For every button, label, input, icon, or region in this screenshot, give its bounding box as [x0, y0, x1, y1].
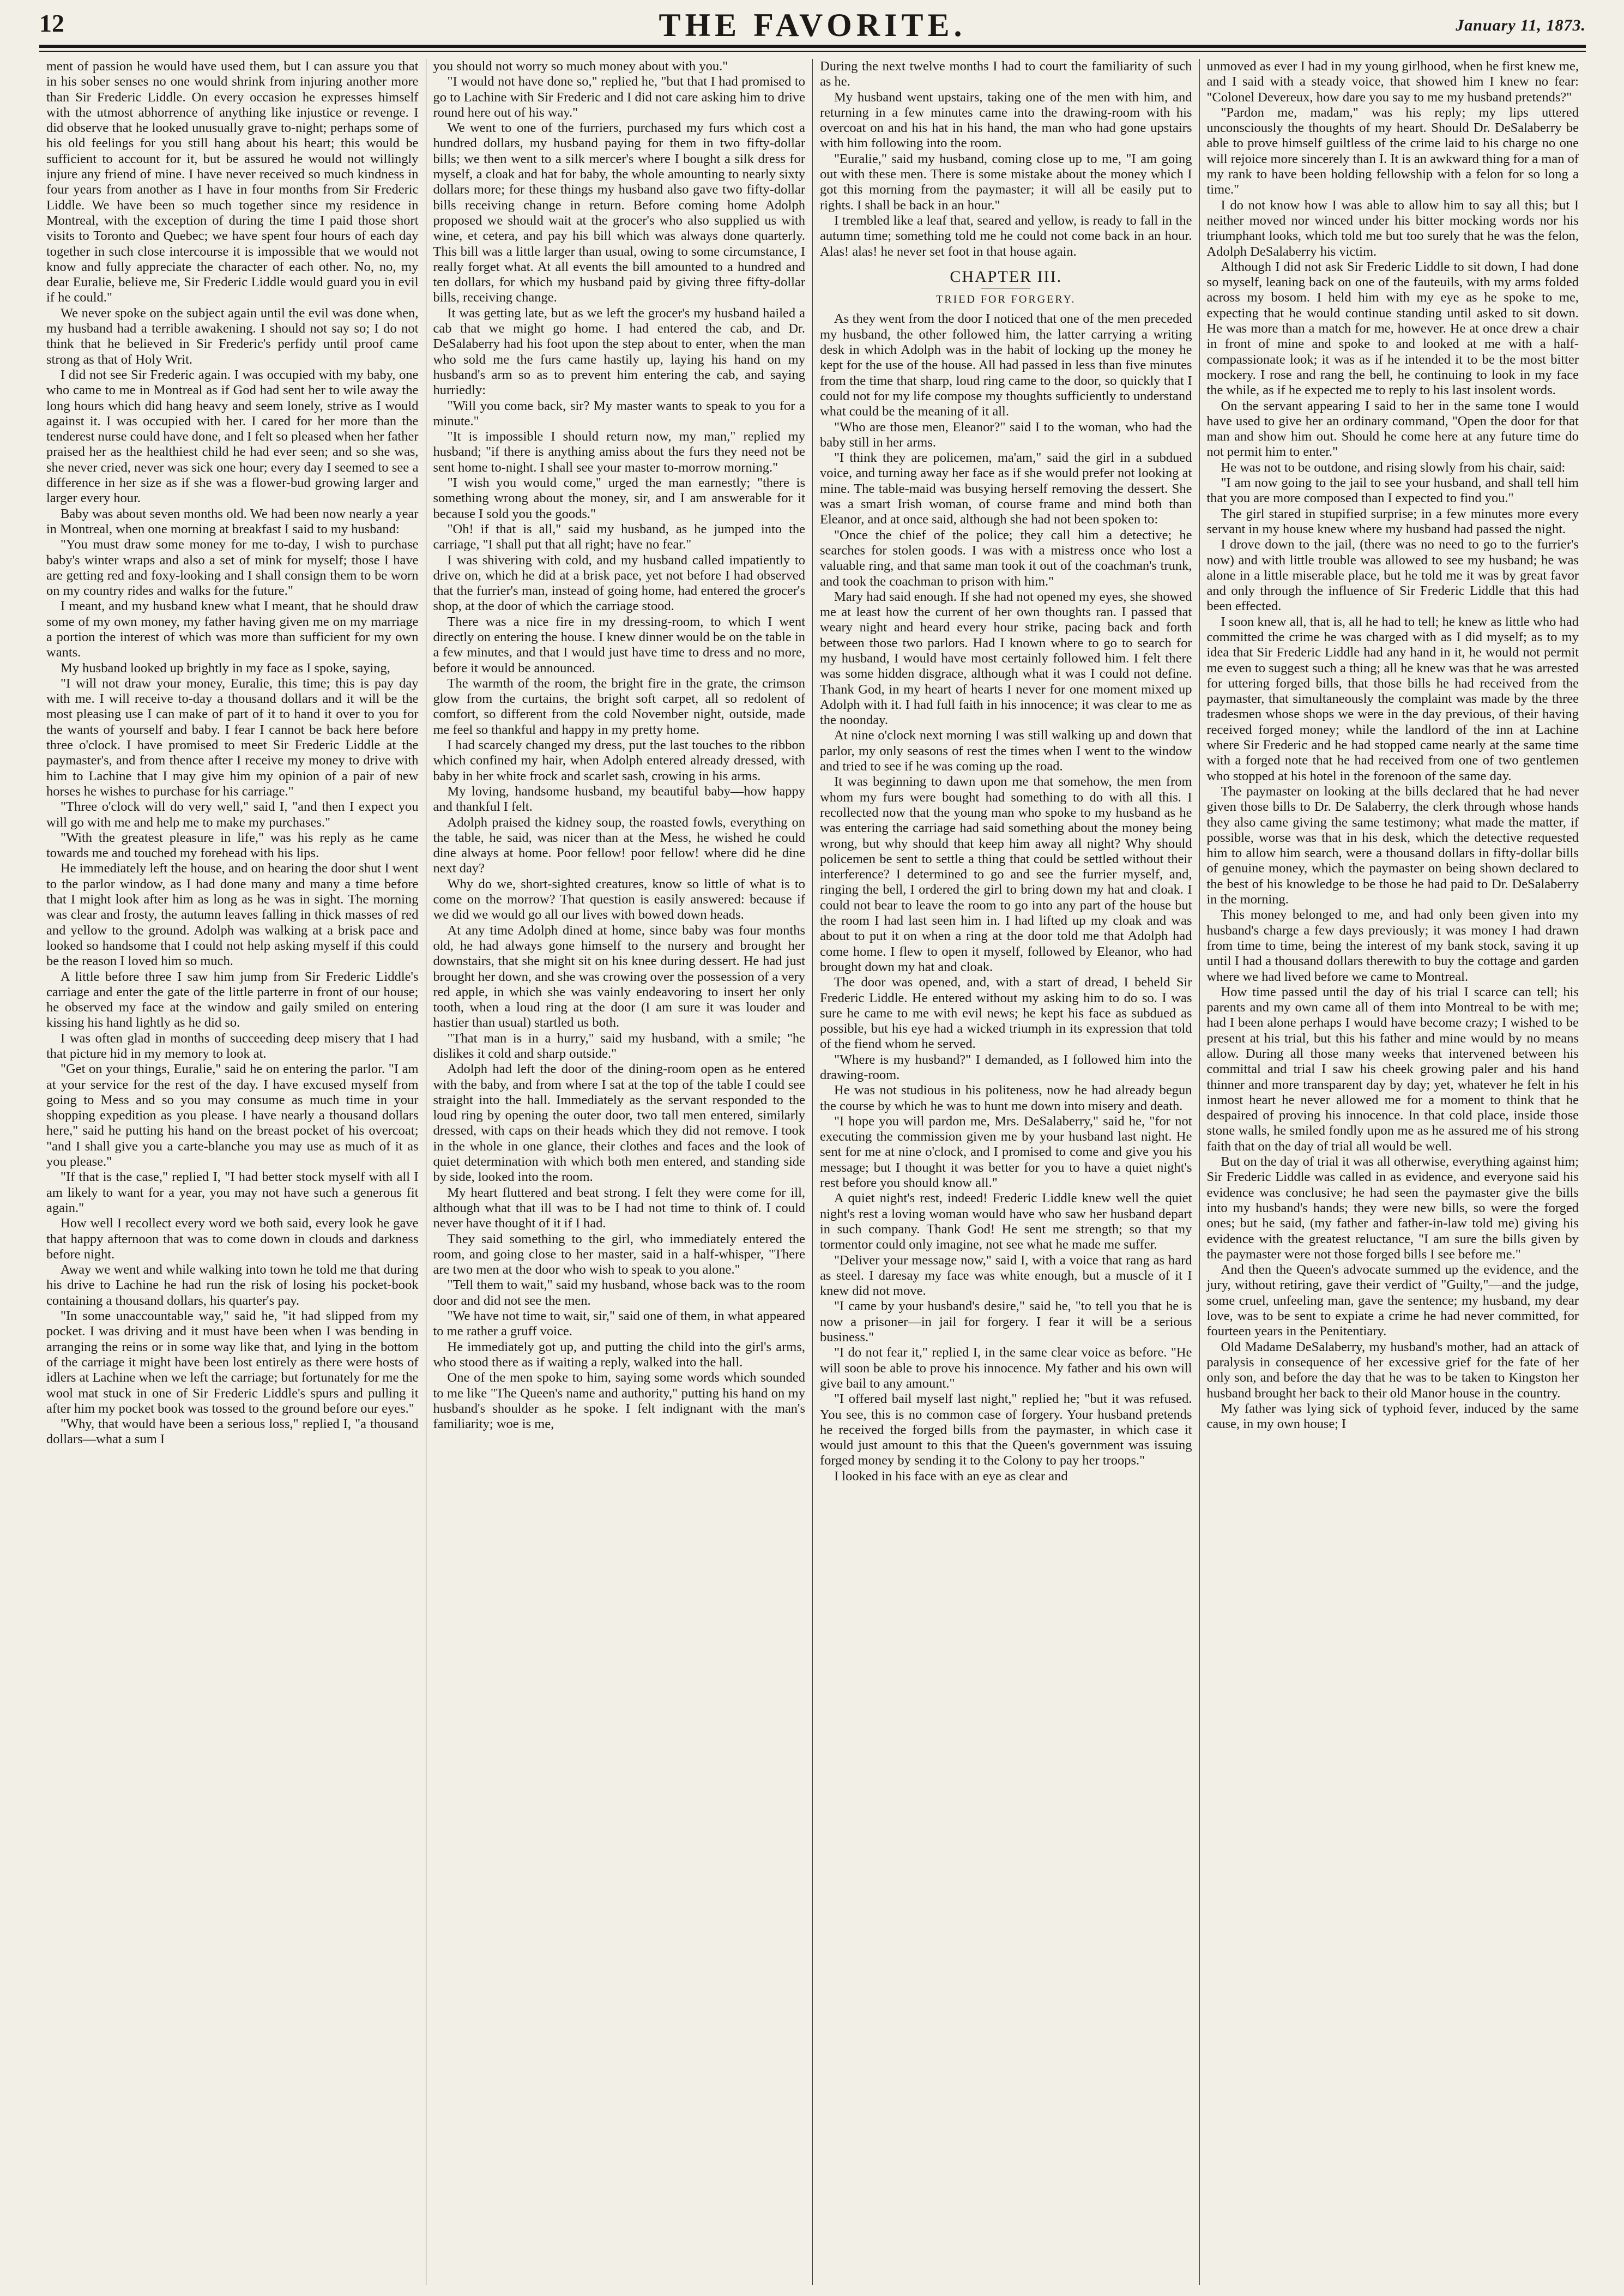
column-2 — [426, 59, 813, 2285]
paragraph: "Who are those men, Eleanor?" said I to the woman, who had the baby still in her arms. — [820, 419, 1192, 450]
paragraph: "You must draw some money for me to-day, I wish to purchase baby's winter wraps and also a set of mink for myself; those I have are getting red and foxy-looking and I shall consign them to be worn on my country rides and walks for the future." — [46, 537, 419, 599]
paragraph: The door was opened, and, with a start of dread, I beheld Sir Frederic Liddle. He entered without my asking him to do so. I was sure he came to me with evil news; he kept his face as subdued as possible, but his eye had a wicked triumph in its expression that told of the fiend whom he served. — [820, 975, 1192, 1052]
chapter-heading: CHAPTER III. — [950, 267, 1062, 286]
column-4 — [1199, 59, 1586, 2285]
article-columns — [39, 59, 1586, 2285]
paragraph: "Pardon me, madam," was his reply; my lips uttered unconsciously the thoughts of my heart. Should Dr. DeSalaberry be able to prove himself guiltless of the crime laid to his charge no one will rejoice more sincerely than I. It is an awkward thing for a man of my rank to have been holding fellowship with a felon for so long a time." — [1206, 105, 1579, 197]
paragraph: "Deliver your message now," said I, with a voice that rang as hard as steel. I daresay my face was white enough, but a muscle of it I knew did not move. — [820, 1252, 1192, 1299]
page-number: 12 — [39, 9, 64, 37]
paragraph: This money belonged to me, and had only been given into my husband's charge a few days previously; it was money I had drawn from time to time, being the interest of my bank stock, saving it up until I had a thousand dollars therewith to buy the cottage and garden where we had lived before we came to Montreal. — [1206, 907, 1579, 984]
paragraph: "I offered bail myself last night," replied he; "but it was refused. You see, this is no common case of forgery. Your husband pretends he received the forged bills from the paymaster, in which case it would just amount to this that the Queen's government was issuing forged money by sending it to the Colony to pay her troops." — [820, 1391, 1192, 1468]
paragraph: I had scarcely changed my dress, put the last touches to the ribbon which confined my hair, when Adolph entered already dressed, with baby in her white frock and scarlet sash, crowing in his arms. — [433, 738, 805, 784]
paragraph: I was shivering with cold, and my husband called impatiently to drive on, which he did at a brisk pace, yet not before I had observed that the furrier's man, instead of going home, had entered the grocer's shop, at the door of which the carriage stood. — [433, 552, 805, 614]
paragraph: He was not to be outdone, and rising slowly from his chair, said: — [1221, 460, 1566, 475]
paragraph: I looked in his face with an eye as clear and — [834, 1468, 1068, 1484]
paragraph: "Why, that would have been a serious loss," replied I, "a thousand dollars—what a sum I — [46, 1417, 419, 1447]
paragraph: A quiet night's rest, indeed! Frederic Liddle knew well the quiet night's rest a loving woman would have who saw her husband depart in such company. Thank God! He sent me strength; so that my tormentor could only imagine, not see what he made me suffer. — [820, 1191, 1192, 1252]
paragraph: We went to one of the furriers, purchased my furs which cost a hundred dollars, my husband paying for them in two fifty-dollar bills; we then went to a silk mercer's where I bought a silk dress for myself, a cloak and hat for baby, the whole amounting to nearly sixty dollars more; for these things my husband also gave two fifty-dollar bills receiving change in return. Before coming home Adolph proposed we should wait at the grocer's who also supplied us with wine, et cetera, and pay his bill which was always done quarterly. This bill was a little larger than usual, owing to some circumstance, I really forget what. At all events the bill amounted to a hundred and ten dollars, for which my husband paid by giving three fifty-dollar bills, receiving change. — [433, 120, 805, 305]
paragraph: I meant, and my husband knew what I meant, that he should draw some of my own money, my father having given me on my marriage a portion the interest of which was more than sufficient for my own wants. — [46, 599, 419, 660]
paragraph: "I am now going to the jail to see your husband, and shall tell him that you are more composed than I expected to find you." — [1206, 475, 1579, 506]
paragraph: "It is impossible I should return now, my man," replied my husband; "if there is anything amiss about the furs they need not be sent home to-night. I shall see your master to-morrow morning." — [433, 429, 805, 475]
paragraph: At nine o'clock next morning I was still walking up and down that parlor, my only seasons of rest the times when I went to the window and tried to see if he was coming up the road. — [820, 728, 1192, 774]
paragraph: They said something to the girl, who immediately entered the room, and going close to her master, said in a half-whisper, "There are two men at the door who wish to speak to you alone." — [433, 1231, 805, 1277]
paragraph: I soon knew all, that is, all he had to tell; he knew as little who had committed the crime he was charged with as I did myself; as to my idea that Sir Frederic Liddle had any hand in it, he would not permit me even to suggest such a thing; all he knew was that he was arrested for uttering forged bills, that those bills he had received from the paymaster, that simultaneously the complaint was made by the three tradesmen whose shops we were in the day previous, of their having received forged money; while the landlord of the inn at Lachine where Sir Frederic and he had stopped came nearly at the same time with a forged note that he had received from one of two gentlemen who stopped at his hotel in the forenoon of the same day. — [1206, 614, 1579, 784]
paragraph: "We have not time to wait, sir," said one of them, in what appeared to me rather a gruff voice. — [433, 1309, 805, 1339]
paragraph: "Will you come back, sir? My master wants to speak to you for a minute." — [433, 398, 805, 429]
paragraph: "I wish you would come," urged the man earnestly; "there is something wrong about the money, sir, and I am answerable for it because I sold you the goods." — [433, 475, 805, 521]
paragraph: "Once the chief of the police; they call him a detective; he searches for stolen goods. I was with a mistress once who lost a valuable ring, and that same man took it out of the coachman's trunk, and took the coachman to prison with him." — [820, 527, 1192, 589]
paragraph: "Three o'clock will do very well," said I, "and then I expect you will go with me and help me to make my purchases." — [46, 799, 419, 830]
paragraph: Baby was about seven months old. We had been now nearly a year in Montreal, when one morning at breakfast I said to my husband: — [46, 506, 419, 537]
paragraph: On the servant appearing I said to her in the same tone I would have used to give her an ordinary command, "Open the door for that man and show him out. Should he come here at any future time do not permit him to enter." — [1206, 398, 1579, 460]
paragraph: The paymaster on looking at the bills declared that he had never given those bills to Dr. De Salaberry, the clerk through whose hands they also came giving the same testimony; what made the matter, if possible, worse was that in his desk, which the detective requested him to allow him search, were a thousand dollars in fifty-dollar bills of genuine money, which the paymaster on being shown declared to the best of his knowledge to be those he had paid to Dr. DeSalaberry in the morning. — [1206, 784, 1579, 907]
paragraph: unmoved as ever I had in my young girlhood, when he first knew me, and I said with a steady voice, that showed him I knew no fear: "Colonel Devereux, how dare you say to me my husband pretends?" — [1206, 59, 1579, 105]
paragraph: My loving, handsome husband, my beautiful baby—how happy and thankful I felt. — [433, 784, 805, 815]
paragraph: I did not see Sir Frederic again. I was occupied with my baby, one who came to me in Montreal as if God had sent her to wile away the long hours which did hang heavy and seem lonely, strive as I would against it. I was occupied with her. I cared for her more than the tenderest nurse could have done, and I felt so pleased when her father praised her as the healthiest child he had ever seen; and so she was, she never cried, never was sick one hour; every day I seemed to see a difference in her size as if she was a flower-bud growing larger and larger every hour. — [46, 367, 419, 506]
paragraph: "With the greatest pleasure in life," was his reply as he came towards me and touched my forehead with his lips. — [46, 830, 419, 861]
masthead-rule-thin — [39, 51, 1586, 52]
paragraph: "I think they are policemen, ma'am," said the girl in a subdued voice, and turning away her face as if she would prefer not looking at mine. The table-maid was busying herself removing the dessert. She was a smart Irish woman, of course frame and mind both than Eleanor, and at once said, although she had not been spoken to: — [820, 450, 1192, 527]
paragraph: Away we went and while walking into town he told me that during his drive to Lachine he had run the risk of losing his pocket-book containing a thousand dollars, his quarter's pay. — [46, 1262, 419, 1308]
paragraph: "I came by your husband's desire," said he, "to tell you that he is now a prisoner—in jail for forgery. I fear it will be a serious business." — [820, 1299, 1192, 1345]
paragraph: The girl stared in stupified surprise; in a few minutes more every servant in my house knew where my husband had passed the night. — [1206, 506, 1579, 537]
paragraph: But on the day of trial it was all otherwise, everything against him; Sir Frederic Liddle was called in as evidence, and everyone said his evidence was conclusive; he had seen the paymaster give the bills into my husband's hands; they were new bills, so were the forged ones; but he said, (my father and father-in-law told me) giving his evidence with the greatest reluctance, "I am sure the bills given by the paymaster were not those forged bills I see before me." — [1206, 1154, 1579, 1262]
paragraph: It was beginning to dawn upon me that somehow, the men from whom my furs were bought had something to do with all this. I recollected now that the young man who spoke to my husband as he was entering the carriage had said something about the money being wrong, but why should that keep him away all night? Why should policemen be sent to settle a thing that could be settled without their interference? I determined to go and see the furrier myself, and, ringing the bell, I ordered the girl to bring down my hat and cloak. I could not bear to leave the room to go into any part of the house but the room I had last seen him in. I had lifted up my cloak and was about to put it on when a ring at the door told me that Adolph had come home. I flew to open it myself, followed by Eleanor, who had brought down my hat and cloak. — [820, 774, 1192, 974]
paragraph: Adolph had left the door of the dining-room open as he entered with the baby, and from where I sat at the top of the table I could see straight into the hall. Immediately as the servant responded to the loud ring by opening the outer door, two tall men entered, similarly dressed, with caps on their heads which they did not remove. I took in the whole in one glance, their clothes and faces and the look of quiet determination with which both men entered, and standing side by side, looked into the room. — [433, 1062, 805, 1185]
paragraph: "That man is in a hurry," said my husband, with a smile; "he dislikes it cold and sharp outside." — [433, 1031, 805, 1061]
paragraph: ment of passion he would have used them, but I can assure you that in his sober senses no one would shrink from injuring another more than Sir Frederic Liddle. On every occasion he expresses himself with the utmost abhorrence of anything like injustice or revenge. I did observe that he looked unusually grave to-night; perhaps some of his old feelings for you still hang about his heart; this would be sufficient to account for it, but be assured he would not willingly injure any friend of mine. I have never received so much kindness in four years from another as I have in four months from Sir Frederic Liddle. We have been so much together since my residence in Montreal, with the exception of during the time I paid those short visits to Toronto and Quebec; we have spent four hours of each day together in such close intercourse it is impossible that we would not know and fully appreciate the character of each other. No, no, my dear Euralie, believe me, Sir Frederic Liddle would guard you in evil if he could." — [46, 59, 419, 305]
paragraph: There was a nice fire in my dressing-room, to which I went directly on entering the house. I knew dinner would be on the table in a few minutes, and that I would just have time to dress and no more, before it would be announced. — [433, 614, 805, 676]
paragraph: He immediately left the house, and on hearing the door shut I went to the parlor window, as I had done many and many a time before that I might look after him as long as he was in sight. The morning was clear and frosty, the autumn leaves falling in thick masses of red and yellow to the ground. Adolph was walking at a brisk pace and looked so handsome that I could not help asking myself if this could be the reason I loved him so much. — [46, 861, 419, 969]
paragraph: "Euralie," said my husband, coming close up to me, "I am going out with these men. There is some mistake about the money which I got this morning from the paymaster; it will all be easily put to rights. I shall be back in an hour." — [820, 151, 1192, 213]
paragraph: I do not know how I was able to allow him to say all this; but I neither moved nor winced under his bitter mocking words nor his triumphant looks, which told me but too surely that he was the felon, Adolph DeSalaberry his victim. — [1206, 197, 1579, 259]
paragraph: I drove down to the jail, (there was no need to go to the furrier's now) and with little trouble was allowed to see my husband; he was alone in a little miserable place, but he told me it was by great favor and only through the influence of Sir Frederic Liddle that this had been effected. — [1206, 537, 1579, 614]
paragraph: During the next twelve months I had to court the familiarity of such as he. — [820, 59, 1192, 89]
paragraph: "Tell them to wait," said my husband, whose back was to the room door and did not see the men. — [433, 1277, 805, 1308]
paragraph: "In some unaccountable way," said he, "it had slipped from my pocket. I was driving and it must have been when I was bending in arranging the reins or in some way like that, and lying in the bottom of the carriage it might have been lost entirely as there were hosts of idlers at Lachine when we left the carriage; but fortunately for me the wool mat stuck in one of Sir Frederic Liddle's spurs and pulling it after him my pocket book was tossed to the ground before our eyes." — [46, 1309, 419, 1416]
paragraph: I was often glad in months of succeeding deep misery that I had that picture hid in my memory to look at. — [46, 1031, 419, 1061]
paragraph: Old Madame DeSalaberry, my husband's mother, had an attack of paralysis in consequence of her excessive grief for the fate of her only son, and before the day that he was to be taken to Kingston her husband brought her back to their old Manor house in the country. — [1206, 1339, 1579, 1401]
paragraph: I trembled like a leaf that, seared and yellow, is ready to fall in the autumn time; something told me he could not come back in an hour. Alas! alas! he never set foot in that house again. — [820, 213, 1192, 259]
paragraph: One of the men spoke to him, saying some words which sounded to me like "The Queen's name and authority," putting his hand on my husband's shoulder as he spoke. I felt indignant with the man's familiarity; woe is me, — [433, 1370, 805, 1432]
paragraph: At any time Adolph dined at home, since baby was four months old, he had always gone himself to the nursery and brought her downstairs, that she might sit on his knee during dessert. He had just brought her down, and she was crowing over the possession of a very red apple, in which she was vainly endeavoring to insert her only tooth, when a loud ring at the door (I am sure it was louder and hastier than usual) startled us both. — [433, 923, 805, 1031]
column-1 — [39, 59, 426, 2285]
paragraph: you should not worry so much money about with you." — [433, 59, 728, 74]
paragraph: My father was lying sick of typhoid fever, induced by the same cause, in my own house; I — [1206, 1401, 1579, 1432]
paragraph: My heart fluttered and beat strong. I felt they were come for ill, although what that ill was to be I had not time to think of. I could never have thought of it if I had. — [433, 1185, 805, 1231]
paragraph: "Oh! if that is all," said my husband, as he jumped into the carriage, "I shall put that all right; have no fear." — [433, 521, 805, 552]
paragraph: "I do not fear it," replied I, in the same clear voice as before. "He will soon be able to prove his innocence. My father and his own will give bail to any amount." — [820, 1345, 1192, 1391]
paragraph: How time passed until the day of his trial I scarce can tell; his parents and my own came all of them into Montreal to be with me; had I been alone perhaps I would have become crazy; I wished to be present at his trial, but this his father and mine would by no means allow. During all those many weeks that intervened between his committal and trial I saw his cheek growing paler and his hand thinner and more transparent day by day; yet, whatever he felt in his inmost heart he never allowed me for a moment to think that he despaired of proving his innocence. In that cold place, inside those stone walls, he smiled fondly upon me as he assured me of his strong faith that on the day of trial all would be well. — [1206, 984, 1579, 1154]
paragraph: "If that is the case," replied I, "I had better stock myself with all I am likely to want for a year, you may not have such a generous fit again." — [46, 1170, 419, 1215]
chapter-subtitle: TRIED FOR FORGERY. — [936, 293, 1076, 306]
paragraph: How well I recollect every word we both said, every look he gave that happy afternoon that was to come down in clouds and darkness before night. — [46, 1216, 419, 1262]
paragraph: My husband went upstairs, taking one of the men with him, and returning in a few minutes came into the drawing-room with his overcoat on and his hat in his hand, the man who had gone upstairs with him following into the room. — [820, 89, 1192, 151]
paragraph: He was not studious in his politeness, now he had already begun the course by which he was to hunt me down into misery and death. — [820, 1083, 1192, 1113]
paragraph: And then the Queen's advocate summed up the evidence, and the jury, without retiring, gave their verdict of "Guilty,"—and the judge, some cruel, unfeeling man, gave the sentence; my husband, my dear love, was to be sent to expiate a crime he had never committed, for fourteen years in the Penitentiary. — [1206, 1262, 1579, 1339]
masthead-rule-thick — [39, 45, 1586, 48]
paragraph: A little before three I saw him jump from Sir Frederic Liddle's carriage and enter the gate of the little parterre in front of our house; he observed my face at the window and gaily smiled on entering kissing his hand lightly as he did so. — [46, 969, 419, 1031]
paragraph: We never spoke on the subject again until the evil was done when, my husband had a terrible awakening. I should not say so; I do not think that he believed in Sir Frederic's perfidy until proof came strong as that of Holy Writ. — [46, 305, 419, 367]
paragraph: Why do we, short-sighted creatures, know so little of what is to come on the morrow? That question is easily answered: because if we did we would go all our lives with bowed down heads. — [433, 876, 805, 923]
column-3 — [812, 59, 1199, 2285]
paragraph: Adolph praised the kidney soup, the roasted fowls, everything on the table, he said, was nicer than at the Mess, he wished he could dine always at home. Poor fellow! poor fellow! where did he dine next day? — [433, 815, 805, 876]
paragraph: "I would not have done so," replied he, "but that I had promised to go to Lachine with Sir Frederic and I did not care asking him to drive round here out of his way." — [433, 74, 805, 120]
paragraph: Mary had said enough. If she had not opened my eyes, she showed me at least how the current of her own thoughts ran. I passed that weary night and heard every hour strike, pacing back and forth between those two parlors. Had I known where to go to search for my husband, I would have most certainly followed him. I felt there was some hidden disgrace, although what it was I could not define. Thank God, in my heart of hearts I never for one moment mixed up Adolph with it. I had full faith in his innocence; it was clear to me as the noonday. — [820, 589, 1192, 728]
paragraph: The warmth of the room, the bright fire in the grate, the crimson glow from the curtains, the bright soft carpet, all so redolent of comfort, so different from the cold November night, outside, made me feel so thankful and happy in my pretty home. — [433, 676, 805, 737]
paragraph: Although I did not ask Sir Frederic Liddle to sit down, I had done so myself, leaning back on one of the fauteuils, with my arms folded across my bosom. I held him with my eye as he spoke to me, expecting that he would continue standing until asked to sit down. He was more than a match for me, however. He at once drew a chair in front of mine and spoke to and looked at me with a half-compassionate look; it was as if he intended it to be the most bitter mockery. I rose and rang the bell, he continuing to look in my face the while, as if he expected me to reply to his last insolent words. — [1206, 259, 1579, 398]
masthead — [39, 7, 1586, 43]
paragraph: "Get on your things, Euralie," said he on entering the parlor. "I am at your service for the rest of the day. I have excused myself from going to Mess and so you may consume as much time in your shopping expedition as you please. I have nearly a thousand dollars here," said he putting his hand on the breast pocket of his overcoat; "and I shall give you a carte-blanche you may use as much of it as you please." — [46, 1062, 419, 1170]
paragraph: "I will not draw your money, Euralie, this time; this is pay day with me. I will receive to-day a thousand dollars and it will be the most pleasing use I can make of part of it to hand it over to you for the wants of yourself and baby. I fear I cannot be back here before three o'clock. I have promised to meet Sir Frederic Liddle at the paymaster's, and from thence after I receive my money to drive with him to Lachine that I may give him my opinion of a pair of new horses he wishes to purchase for his carriage." — [46, 676, 419, 799]
paragraph: As they went from the door I noticed that one of the men preceded my husband, the other followed him, the latter carrying a writing desk in which Adolph was in the habit of locking up the money he kept for the use of the house. All had passed in less than five minutes from the time that sharp, loud ring came to the door, so quickly that I could not for my life compose my thoughts sufficiently to understand what could be the meaning of it all. — [820, 311, 1192, 419]
masthead-title: THE FAVORITE. — [659, 7, 967, 43]
paragraph: My husband looked up brightly in my face as I spoke, saying, — [61, 660, 390, 676]
paragraph: "I hope you will pardon me, Mrs. DeSalaberry," said he, "for not executing the commission given me by your husband last night. He sent for me at nine o'clock, and I promised to come and give you his message; but I thought it was better for you to have a quiet night's rest before you should know all." — [820, 1113, 1192, 1191]
paragraph: He immediately got up, and putting the child into the girl's arms, who stood there as if waiting a reply, walked into the hall. — [433, 1339, 805, 1370]
issue-date: January 11, 1873. — [1456, 16, 1586, 34]
paragraph: It was getting late, but as we left the grocer's my husband hailed a cab that we might go home. I had entered the cab, and Dr. DeSalaberry had his foot upon the step about to enter, when the man who sold me the furs came hastily up, laying his hand on my husband's arm so as to prevent him entering the cab, and saying hurriedly: — [433, 305, 805, 398]
paragraph: "Where is my husband?" I demanded, as I followed him into the drawing-room. — [820, 1052, 1192, 1082]
